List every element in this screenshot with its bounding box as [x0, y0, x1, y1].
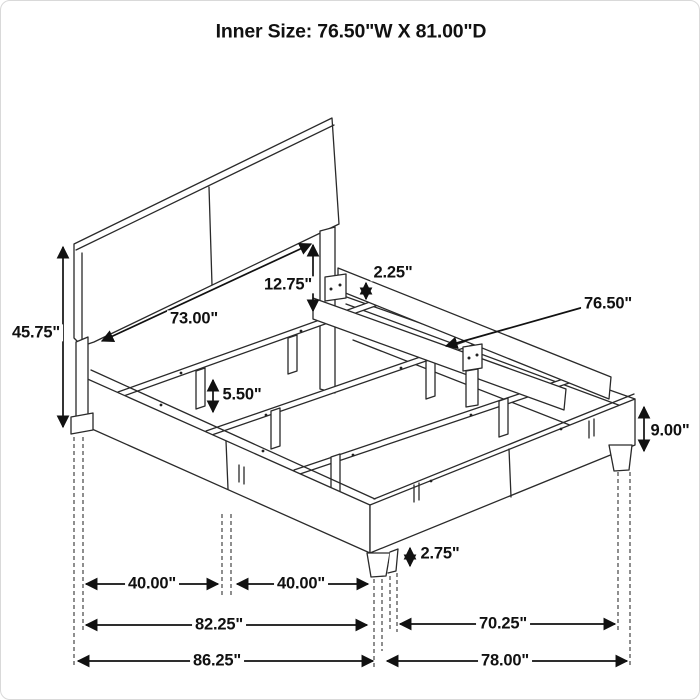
dimension-label-inner-width: 76.50" — [581, 295, 635, 312]
dimension-label-overall-width: 78.00" — [478, 652, 532, 669]
dimension-label-headboard-width: 73.00" — [167, 310, 221, 327]
dimension-label-metal-rail: 2.25" — [371, 264, 416, 281]
dimension-label-foot-span: 70.25" — [476, 615, 530, 632]
rail-bracket-head — [325, 274, 346, 301]
dimension-label-corner-leg: 2.75" — [418, 545, 463, 562]
dimension-label-headboard-leg: 12.75" — [261, 276, 315, 293]
dimension-label-side-rail: 9.00" — [648, 422, 693, 439]
metal-support-rails — [313, 268, 611, 410]
dimension-label-leg-span-head: 40.00" — [125, 575, 179, 592]
rear-right-leg — [609, 445, 632, 471]
dimension-label-rail-span: 82.25" — [192, 616, 246, 633]
dimension-label-support-leg: 5.50" — [220, 386, 265, 403]
foot-corner-leg — [367, 549, 398, 577]
dimension-label-leg-span-foot: 40.00" — [274, 575, 328, 592]
dimension-label-headboard-height: 45.75" — [9, 324, 63, 341]
dimension-label-overall-depth: 86.25" — [190, 652, 244, 669]
bed-frame-line-art — [1, 1, 699, 699]
page-title: Inner Size: 76.50"W X 81.00"D — [215, 20, 487, 43]
